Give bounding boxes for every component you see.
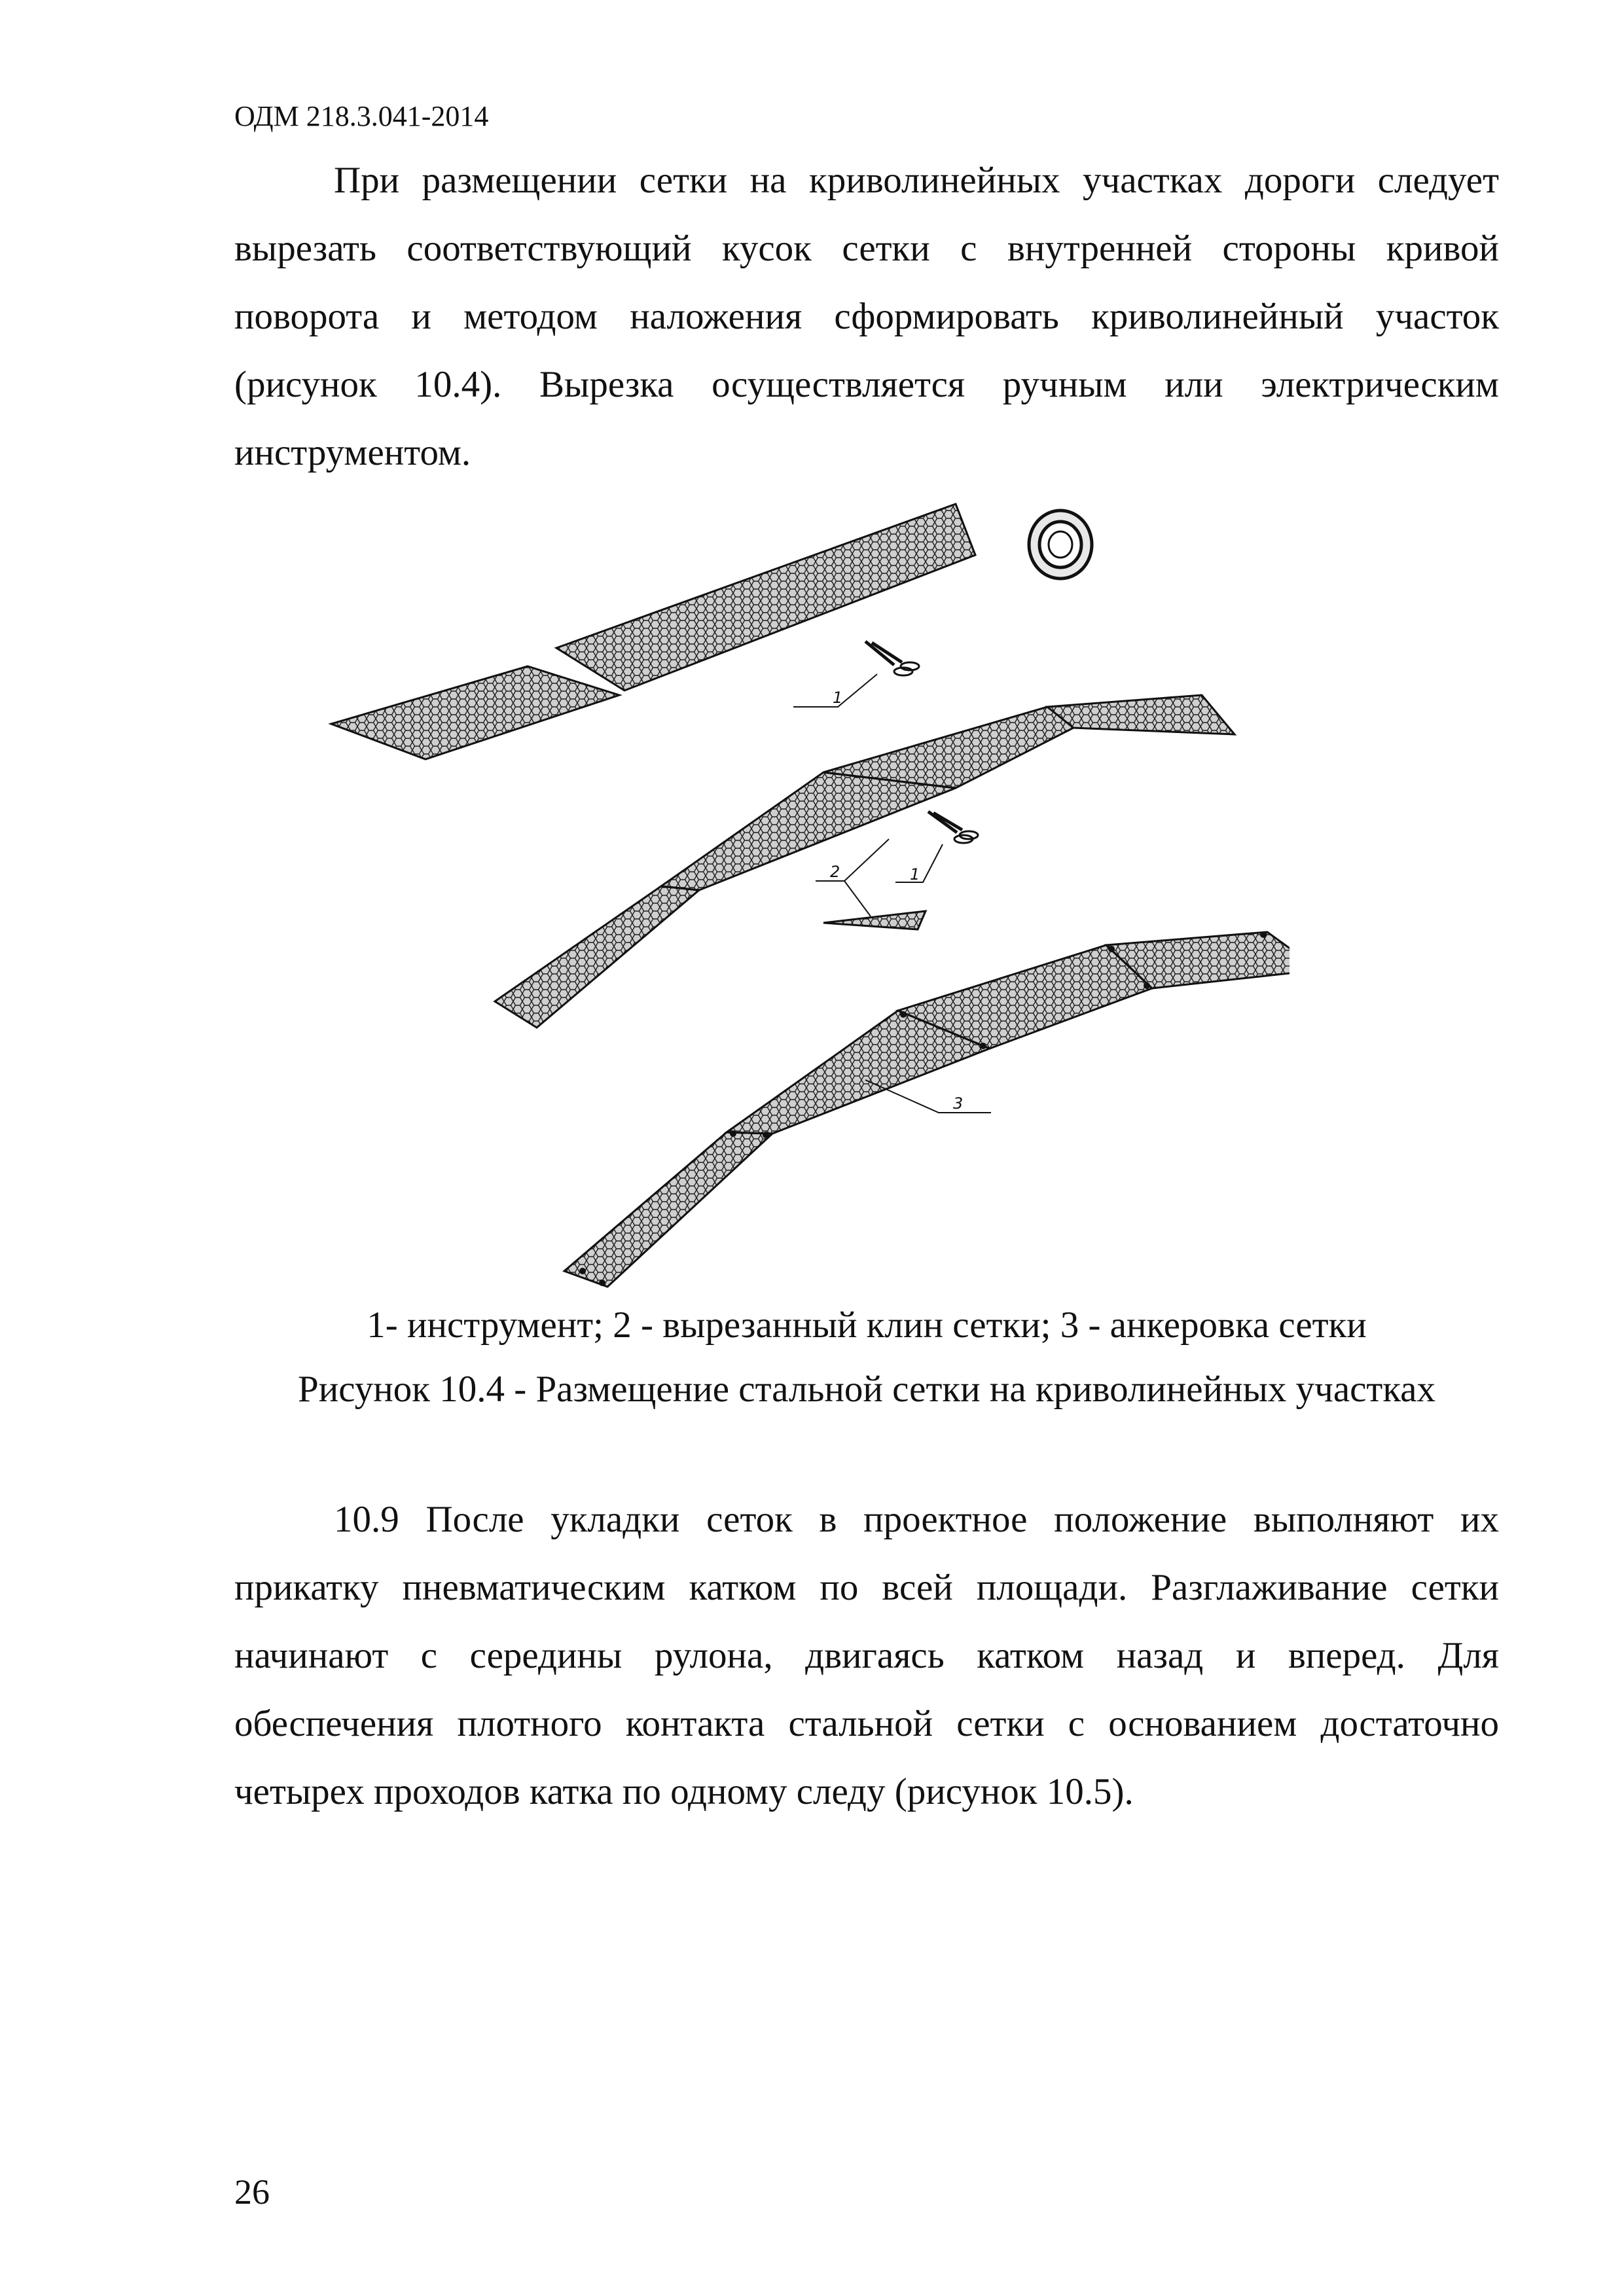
document-code: ОДМ 218.3.041-2014 [234, 100, 489, 132]
cutter-tool-icon [865, 641, 919, 675]
paragraph-10-9: 10.9 После укладки сеток в проектное положение выполняют их прикатку пневматическим катком по всей площади. Разглаживание сетки начинают с середины рулона, двигаясь катком назад и вперед. Для обеспечения плотного контакта стальной сетки с основанием достаточно четырех проходов катка по одному следу (рисунок 10.5). [234, 1499, 1499, 1812]
callout-label-anchor: 3 [953, 1094, 964, 1113]
callout-label-wedge: 2 [830, 863, 840, 881]
figure-legend: 1- инструмент; 2 - вырезанный клин сетки; 3 - анкеровка сетки [367, 1304, 1367, 1346]
callout-label-tool-2: 1 [910, 865, 920, 884]
callout-leader-2 [816, 839, 889, 916]
figure-caption: Рисунок 10.4 - Размещение стальной сетки на криволинейных участках [298, 1369, 1435, 1410]
page-number: 26 [234, 2172, 270, 2212]
cutter-tool-icon [928, 812, 978, 843]
mesh-roll-strip [331, 504, 1092, 759]
mesh-roll [1029, 511, 1092, 579]
figure-mesh-placement [321, 471, 1290, 1296]
callout-label-tool: 1 [833, 689, 843, 707]
mesh-strip-anchored [564, 931, 1290, 1287]
paragraph-curved-sections: При размещении сетки на криволинейных участках дороги следует вырезать соответствующий кусок сетки с внутренней стороны кривой поворота и методом наложения сформировать криволинейный участок (рисунок 10.4). Вырезка осуществляется ручным или электрическим инструментом. [234, 160, 1499, 473]
cut-wedge [823, 911, 926, 929]
